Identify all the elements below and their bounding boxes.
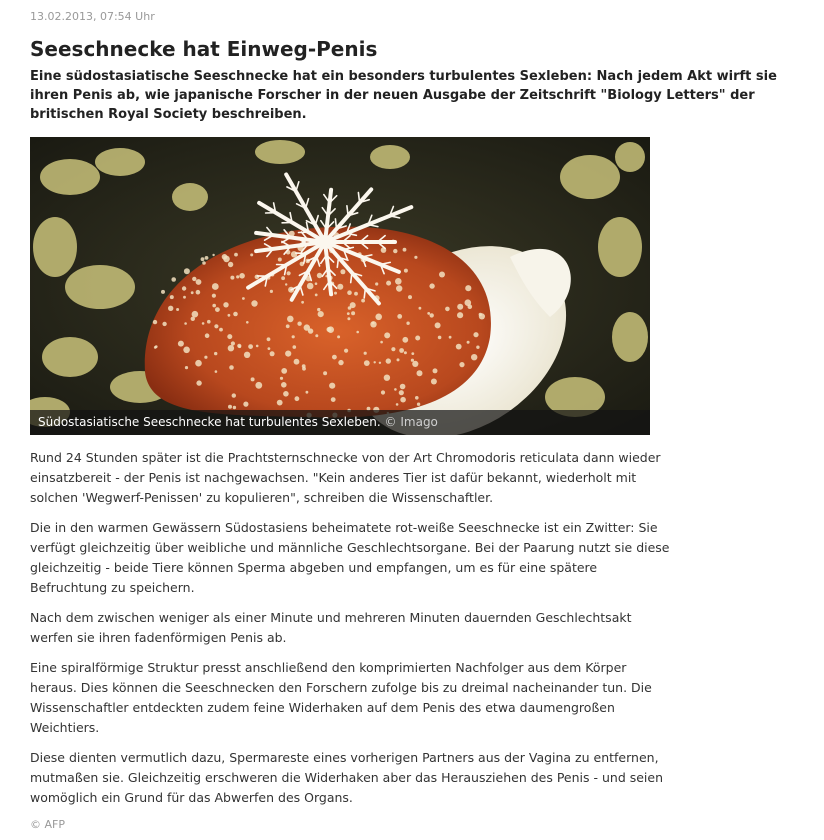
mantle-spot (340, 269, 345, 274)
mantle-spot (471, 354, 477, 360)
mantle-spot (228, 345, 234, 351)
mantle-spot (171, 277, 176, 282)
mantle-spot (301, 301, 304, 304)
coral-blob (370, 145, 410, 169)
mantle-spot (287, 271, 291, 275)
mantle-spot (192, 277, 196, 281)
coral-blob (612, 312, 648, 362)
mantle-spot (202, 322, 205, 325)
mantle-spot (251, 377, 255, 381)
mantle-spot (155, 345, 158, 348)
gill-base (318, 235, 332, 249)
mantle-spot (202, 261, 206, 265)
coral-blob (255, 140, 305, 164)
mantle-spot (281, 368, 287, 374)
mantle-spot (414, 256, 417, 259)
paragraph: Eine spiralförmige Struktur presst anschließend den komprimierten Nachfolger aus dem Körper heraus. Dies können die Seeschnecken den Forschern zufolge bis zu dreimal nacheinander tun. Die Wissenschaftler entdeckten zudem feine Widerhaken auf dem Penis des etwa daumengroßen Weichtiers. (30, 660, 652, 735)
mantle-spot (283, 391, 289, 397)
mantle-spot (329, 383, 335, 389)
mantle-spot (375, 282, 378, 285)
paragraph: Die in den warmen Gewässern Südostasiens beheimatete rot-weiße Seeschnecke ist ein Zwitter: Sie verfügt gleichzeitig über weibliche und männliche Geschlechtsorgane. Bei der Paarung nutzt sie diese gleichzeitig - beide Tiere können Sperma abgeben und empfangen, um es für eine spätere Befruchtung zu speichern. (30, 520, 670, 595)
mantle-spot (228, 405, 232, 409)
coral-blob (560, 155, 620, 199)
mantle-spot (479, 313, 485, 319)
mantle-spot (281, 382, 287, 388)
article-image (30, 137, 650, 435)
mantle-spot (178, 341, 184, 347)
mantle-spot (411, 352, 414, 355)
mantle-spot (338, 360, 343, 365)
article-source: © AFP (30, 818, 65, 831)
mantle-spot (364, 360, 370, 366)
image-caption-bar (30, 410, 650, 435)
mantle-spot (406, 322, 409, 325)
article-timestamp: 13.02.2013, 07:54 Uhr (30, 10, 155, 23)
mantle-spot (391, 347, 395, 351)
mantle-spot (233, 406, 236, 409)
mantle-spot (306, 391, 309, 394)
mantle-spot (246, 321, 249, 324)
mantle-spot (449, 336, 452, 339)
mantle-spot (191, 291, 194, 294)
mantle-spot (234, 253, 238, 257)
mantle-spot (184, 322, 187, 325)
mantle-spot (417, 370, 423, 376)
mantle-spot (337, 284, 343, 290)
mantle-spot (327, 326, 334, 333)
mantle-spot (350, 302, 356, 308)
mantle-spot (337, 335, 340, 338)
mantle-spot (399, 348, 404, 353)
mantle-spot (205, 256, 209, 260)
mantle-spot (318, 311, 324, 317)
mantle-spot (205, 333, 210, 338)
mantle-spot (344, 349, 348, 353)
mantle-spot (161, 290, 165, 294)
mantle-spot (270, 290, 273, 293)
mantle-spot (251, 300, 257, 306)
mantle-spot (364, 352, 367, 355)
mantle-spot (248, 344, 253, 349)
mantle-spot (238, 345, 241, 348)
mantle-spot (214, 324, 218, 328)
mantle-spot (429, 283, 434, 288)
article-body (30, 448, 670, 818)
mantle-spot (400, 384, 406, 390)
mantle-spot (317, 273, 322, 278)
mantle-spot (170, 295, 174, 299)
mantle-spot (374, 361, 376, 363)
coral-blob (172, 183, 208, 211)
mantle-spot (184, 268, 190, 274)
mantle-spot (294, 359, 300, 365)
mantle-spot (183, 347, 190, 354)
mantle-spot (196, 279, 202, 285)
mantle-spot (236, 275, 239, 278)
mantle-spot (404, 351, 407, 354)
mantle-spot (185, 366, 188, 369)
mantle-spot (438, 336, 442, 340)
mantle-spot (396, 403, 399, 406)
mantle-spot (281, 276, 285, 280)
mantle-spot (394, 388, 397, 391)
mantle-spot (384, 375, 390, 381)
mantle-spot (162, 322, 166, 326)
mantle-spot (302, 364, 306, 368)
mantle-spot (231, 341, 235, 345)
mantle-spot (308, 328, 313, 333)
mantle-spot (229, 365, 234, 370)
mantle-spot (411, 359, 414, 362)
mantle-spot (347, 317, 350, 320)
mantle-spot (230, 276, 234, 280)
mantle-spot (191, 317, 195, 321)
coral-blob (615, 142, 645, 172)
mantle-spot (408, 295, 412, 299)
mantle-spot (315, 294, 318, 297)
mantle-spot (476, 346, 479, 349)
mantle-spot (351, 311, 355, 315)
mantle-spot (291, 251, 297, 257)
mantle-spot (228, 314, 231, 317)
mantle-spot (223, 256, 230, 263)
mantle-spot (402, 337, 408, 343)
paragraph: Nach dem zwischen weniger als einer Minute und mehreren Minuten dauernden Geschlechtsakt werfen sie ihren fadenförmigen Penis ab. (30, 610, 632, 645)
mantle-spot (286, 324, 290, 328)
mantle-spot (204, 356, 207, 359)
mantle-spot (285, 351, 291, 357)
mantle-spot (295, 396, 300, 401)
mantle-spot (384, 332, 390, 338)
mantle-spot (386, 281, 391, 286)
paragraph: Rund 24 Stunden später ist die Prachtsternschnecke von der Art Chromodoris reticulata dann wieder einsatzbereit - der Penis ist nachgewachsen. "Kein anderes Tier ist dafür bekannt, wiederholt mit solchen 'Wegwerf-Penissen' zu kopulieren", schreiben die Wissenschaftler. (30, 450, 661, 505)
mantle-spot (430, 313, 434, 317)
mantle-spot (415, 396, 419, 400)
mantle-spot (467, 341, 470, 344)
mantle-spot (219, 328, 223, 332)
mantle-spot (256, 345, 259, 348)
mantle-spot (439, 272, 445, 278)
mantle-spot (297, 322, 301, 326)
article-headline: Seeschnecke hat Einweg-Penis (30, 37, 378, 61)
mantle-spot (293, 345, 297, 349)
mantle-spot (232, 393, 236, 397)
mantle-spot (457, 304, 463, 310)
mantle-spot (207, 320, 211, 324)
mantle-spot (323, 371, 327, 375)
mantle-spot (195, 360, 202, 367)
mantle-spot (468, 304, 473, 309)
mantle-spot (228, 262, 233, 267)
mantle-spot (427, 312, 430, 315)
mantle-spot (242, 297, 245, 300)
mantle-spot (270, 351, 275, 356)
coral-blob (40, 159, 100, 195)
mantle-spot (215, 370, 218, 373)
mantle-spot (393, 249, 397, 253)
coral-blob (598, 217, 642, 277)
mantle-spot (214, 352, 217, 355)
mantle-spot (361, 299, 365, 303)
mantle-spot (201, 257, 205, 261)
mantle-spot (399, 390, 404, 395)
mantle-spot (404, 269, 408, 273)
mantle-spot (456, 344, 462, 350)
mantle-spot (419, 307, 422, 310)
mantle-spot (168, 306, 173, 311)
mantle-spot (397, 358, 400, 361)
mantle-spot (473, 332, 478, 337)
mantle-spot (347, 312, 350, 315)
mantle-spot (227, 334, 232, 339)
mantle-spot (395, 278, 402, 285)
mantle-spot (183, 296, 186, 299)
paragraph: Diese dienten vermutlich dazu, Spermareste eines vorherigen Partners aus der Vagina zu entfernen, mutmaßen sie. Gleichzeitig erschweren die Widerhaken aber das Herausziehen des Penis - und seien womöglich ein Grund für das Abwerfen des Organs. (30, 750, 664, 805)
mantle-spot (445, 307, 450, 312)
mantle-spot (379, 362, 381, 364)
mantle-spot (397, 314, 402, 319)
mantle-spot (457, 312, 463, 318)
mantle-spot (182, 286, 186, 290)
mantle-spot (381, 390, 385, 394)
mantle-spot (431, 379, 437, 385)
gill-branch (335, 219, 336, 229)
sea-slug-photo (30, 137, 650, 435)
mantle-spot (307, 283, 314, 290)
mantle-spot (332, 355, 337, 360)
mantle-spot (375, 314, 382, 321)
mantle-spot (465, 285, 471, 291)
mantle-spot (433, 368, 438, 373)
mantle-spot (403, 248, 407, 252)
mantle-spot (196, 290, 201, 295)
mantle-spot (354, 292, 358, 296)
mantle-spot (233, 312, 238, 317)
mantle-spot (239, 273, 245, 279)
coral-blob (65, 265, 135, 309)
mantle-spot (331, 397, 336, 402)
image-caption: Südostasiatische Seeschnecke hat turbulentes Sexleben. (38, 415, 381, 429)
mantle-spot (278, 258, 282, 262)
mantle-spot (212, 254, 214, 256)
article-lead: Eine südostasiatische Seeschnecke hat ein besonders turbulentes Sexleben: Nach jedem Akt wirft sie ihren Penis ab, wie japanische Forscher in der neuen Ausgabe der Zeitschrift "Biology Letters" der britischen Royal Society beschreiben. (30, 69, 777, 122)
mantle-spot (243, 402, 248, 407)
mantle-spot (268, 347, 271, 350)
mantle-spot (396, 285, 402, 291)
mantle-spot (386, 358, 391, 363)
mantle-spot (287, 316, 294, 323)
mantle-spot (255, 382, 262, 389)
mantle-spot (356, 331, 359, 334)
mantle-spot (280, 377, 283, 380)
coral-blob (33, 217, 77, 277)
mantle-spot (400, 397, 406, 403)
mantle-spot (412, 361, 418, 367)
mantle-spot (417, 403, 420, 406)
mantle-spot (215, 307, 220, 312)
mantle-spot (212, 304, 216, 308)
image-credit: © Imago (384, 415, 438, 429)
mantle-spot (435, 322, 441, 328)
mantle-spot (277, 400, 283, 406)
mantle-spot (212, 283, 219, 290)
mantle-spot (153, 320, 157, 324)
mantle-spot (285, 283, 287, 285)
mantle-spot (192, 311, 199, 318)
coral-blob (95, 148, 145, 176)
mantle-spot (380, 341, 383, 344)
mantle-spot (315, 334, 318, 337)
coral-blob (42, 337, 98, 377)
mantle-spot (196, 380, 201, 385)
mantle-spot (415, 336, 420, 341)
mantle-spot (292, 335, 295, 338)
mantle-spot (223, 302, 228, 307)
mantle-spot (267, 337, 271, 341)
mantle-spot (334, 292, 337, 295)
mantle-spot (244, 352, 250, 358)
mantle-spot (250, 253, 253, 256)
mantle-spot (372, 322, 375, 325)
mantle-spot (315, 282, 318, 285)
mantle-spot (459, 362, 464, 367)
mantle-spot (317, 308, 320, 311)
mantle-spot (347, 290, 352, 295)
mantle-spot (176, 308, 179, 311)
mantle-spot (212, 294, 216, 298)
